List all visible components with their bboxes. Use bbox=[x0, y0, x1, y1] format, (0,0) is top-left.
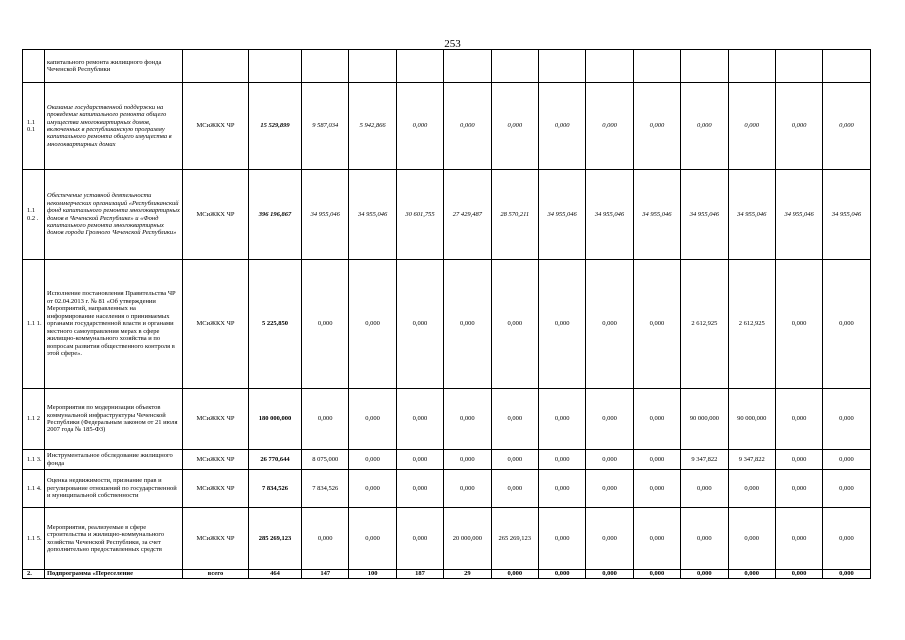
year-value-cell: 0,000 bbox=[349, 389, 396, 450]
year-value-cell: 9 347,822 bbox=[681, 450, 728, 470]
year-value-cell: 0,000 bbox=[491, 450, 538, 470]
year-value-cell: 0,000 bbox=[633, 83, 680, 170]
year-value-cell: 0,000 bbox=[396, 470, 443, 508]
year-value-cell: 0,000 bbox=[681, 570, 728, 579]
year-value-cell: 100 bbox=[349, 570, 396, 579]
row-number-cell: 1.1 4. bbox=[23, 470, 45, 508]
year-value-cell: 0,000 bbox=[586, 470, 633, 508]
activity-name-cell: Оценка недвижимости, признание прав и регулирование отношений по государственной и муниципальной собственности bbox=[45, 470, 183, 508]
year-value-cell: 0,000 bbox=[633, 260, 680, 389]
year-value-cell: 0,000 bbox=[633, 450, 680, 470]
year-value-cell: 90 000,000 bbox=[728, 389, 775, 450]
year-value-cell: 0,000 bbox=[349, 508, 396, 570]
year-value-cell: 0,000 bbox=[302, 260, 349, 389]
year-value-cell: 0,000 bbox=[823, 470, 870, 508]
executor-cell: МСиЖКХ ЧР bbox=[183, 83, 249, 170]
year-value-cell: 0,000 bbox=[302, 508, 349, 570]
year-value-cell: 0,000 bbox=[538, 470, 585, 508]
executor-cell bbox=[183, 50, 249, 83]
row-number-cell: 1.1 3. bbox=[23, 450, 45, 470]
total-amount-cell: 285 269,123 bbox=[249, 508, 302, 570]
total-amount-cell: 15 529,899 bbox=[249, 83, 302, 170]
year-value-cell: 0,000 bbox=[444, 83, 491, 170]
year-value-cell: 0,000 bbox=[538, 450, 585, 470]
year-value-cell bbox=[444, 50, 491, 83]
year-value-cell: 0,000 bbox=[633, 389, 680, 450]
year-value-cell: 0,000 bbox=[491, 389, 538, 450]
year-value-cell: 0,000 bbox=[823, 389, 870, 450]
year-value-cell: 0,000 bbox=[681, 508, 728, 570]
year-value-cell: 0,000 bbox=[491, 260, 538, 389]
year-value-cell: 0,000 bbox=[491, 470, 538, 508]
year-value-cell bbox=[586, 50, 633, 83]
year-value-cell: 0,000 bbox=[586, 389, 633, 450]
year-value-cell: 0,000 bbox=[586, 450, 633, 470]
total-amount-cell: 180 000,000 bbox=[249, 389, 302, 450]
year-value-cell: 0,000 bbox=[775, 570, 822, 579]
year-value-cell: 29 bbox=[444, 570, 491, 579]
activity-name-cell: Мероприятия, реализуемые в сфере строительства и жилищно-коммунального хозяйства Чеченской Республики, за счет дополнительно предоставленных средств bbox=[45, 508, 183, 570]
year-value-cell: 0,000 bbox=[491, 83, 538, 170]
table-row bbox=[23, 389, 871, 450]
year-value-cell: 0,000 bbox=[775, 470, 822, 508]
year-value-cell: 0,000 bbox=[491, 570, 538, 579]
year-value-cell bbox=[538, 50, 585, 83]
year-value-cell: 34 955,046 bbox=[823, 170, 870, 260]
year-value-cell: 0,000 bbox=[633, 508, 680, 570]
year-value-cell: 0,000 bbox=[681, 470, 728, 508]
year-value-cell: 34 955,046 bbox=[728, 170, 775, 260]
executor-cell: МСиЖКХ ЧР bbox=[183, 170, 249, 260]
year-value-cell: 0,000 bbox=[823, 570, 870, 579]
year-value-cell bbox=[728, 50, 775, 83]
table-row bbox=[23, 170, 871, 260]
year-value-cell: 90 000,000 bbox=[681, 389, 728, 450]
row-number-cell: 1.1 5. bbox=[23, 508, 45, 570]
row-number-cell: 1.1 0.2 . bbox=[23, 170, 45, 260]
year-value-cell bbox=[491, 50, 538, 83]
total-amount-cell: 26 770,644 bbox=[249, 450, 302, 470]
year-value-cell bbox=[302, 50, 349, 83]
year-value-cell: 0,000 bbox=[396, 508, 443, 570]
table-row bbox=[23, 470, 871, 508]
year-value-cell: 20 000,000 bbox=[444, 508, 491, 570]
year-value-cell: 7 834,526 bbox=[302, 470, 349, 508]
year-value-cell: 34 955,046 bbox=[302, 170, 349, 260]
year-value-cell: 34 955,046 bbox=[586, 170, 633, 260]
year-value-cell: 0,000 bbox=[823, 450, 870, 470]
year-value-cell: 0,000 bbox=[349, 260, 396, 389]
year-value-cell bbox=[681, 50, 728, 83]
year-value-cell: 187 bbox=[396, 570, 443, 579]
year-value-cell: 0,000 bbox=[823, 260, 870, 389]
year-value-cell: 34 955,046 bbox=[538, 170, 585, 260]
table-row bbox=[23, 450, 871, 470]
executor-cell: МСиЖКХ ЧР bbox=[183, 260, 249, 389]
year-value-cell: 34 955,046 bbox=[775, 170, 822, 260]
activity-name-cell: капитального ремонта жилищного фонда Чеченской Республики bbox=[45, 50, 183, 83]
year-value-cell: 2 612,925 bbox=[728, 260, 775, 389]
year-value-cell: 0,000 bbox=[396, 450, 443, 470]
year-value-cell: 0,000 bbox=[775, 389, 822, 450]
total-amount-cell bbox=[249, 50, 302, 83]
year-value-cell bbox=[396, 50, 443, 83]
year-value-cell: 0,000 bbox=[538, 570, 585, 579]
year-value-cell: 0,000 bbox=[396, 260, 443, 389]
year-value-cell: 0,000 bbox=[538, 508, 585, 570]
year-value-cell: 0,000 bbox=[586, 83, 633, 170]
row-number-cell: 1.1 2 bbox=[23, 389, 45, 450]
row-number-cell: 2. bbox=[23, 570, 45, 579]
executor-cell: МСиЖКХ ЧР bbox=[183, 389, 249, 450]
year-value-cell: 0,000 bbox=[444, 260, 491, 389]
row-number-cell: 1.1 1. bbox=[23, 260, 45, 389]
year-value-cell: 0,000 bbox=[444, 470, 491, 508]
activity-name-cell: Оказание государственной поддержки на проведение капитального ремонта общего имущества многоквартирных домов, включенных в республиканскую программу капитального ремонта общего имущества в многоквартирных домах bbox=[45, 83, 183, 170]
year-value-cell: 9 587,034 bbox=[302, 83, 349, 170]
year-value-cell: 0,000 bbox=[396, 389, 443, 450]
year-value-cell bbox=[775, 50, 822, 83]
year-value-cell: 27 429,487 bbox=[444, 170, 491, 260]
year-value-cell: 5 942,866 bbox=[349, 83, 396, 170]
year-value-cell bbox=[349, 50, 396, 83]
total-amount-cell: 396 196,867 bbox=[249, 170, 302, 260]
year-value-cell: 34 955,046 bbox=[349, 170, 396, 260]
year-value-cell: 0,000 bbox=[538, 260, 585, 389]
activity-name-cell: Подпрограмма «Переселение bbox=[45, 570, 183, 579]
year-value-cell: 0,000 bbox=[775, 83, 822, 170]
table-row bbox=[23, 83, 871, 170]
year-value-cell: 0,000 bbox=[823, 508, 870, 570]
total-amount-cell: 464 bbox=[249, 570, 302, 579]
year-value-cell: 0,000 bbox=[586, 260, 633, 389]
executor-cell: всего bbox=[183, 570, 249, 579]
year-value-cell: 0,000 bbox=[633, 570, 680, 579]
year-value-cell: 0,000 bbox=[349, 470, 396, 508]
year-value-cell: 30 601,755 bbox=[396, 170, 443, 260]
year-value-cell: 34 955,046 bbox=[681, 170, 728, 260]
year-value-cell: 0,000 bbox=[586, 508, 633, 570]
activity-name-cell: Мероприятия по модернизации объектов коммунальной инфраструктуры Чеченской Республики (Федеральным законом от 21 июля 2007 года № 185-ФЗ) bbox=[45, 389, 183, 450]
executor-cell: МСиЖКХ ЧР bbox=[183, 450, 249, 470]
year-value-cell: 0,000 bbox=[728, 83, 775, 170]
year-value-cell: 0,000 bbox=[302, 389, 349, 450]
year-value-cell: 147 bbox=[302, 570, 349, 579]
total-amount-cell: 5 225,850 bbox=[249, 260, 302, 389]
executor-cell: МСиЖКХ ЧР bbox=[183, 508, 249, 570]
year-value-cell: 0,000 bbox=[349, 450, 396, 470]
year-value-cell: 9 347,822 bbox=[728, 450, 775, 470]
year-value-cell: 0,000 bbox=[775, 260, 822, 389]
total-amount-cell: 7 834,526 bbox=[249, 470, 302, 508]
year-value-cell: 0,000 bbox=[728, 470, 775, 508]
year-value-cell: 0,000 bbox=[775, 508, 822, 570]
table-row bbox=[23, 50, 871, 83]
row-number-cell bbox=[23, 50, 45, 83]
year-value-cell: 0,000 bbox=[823, 83, 870, 170]
year-value-cell: 0,000 bbox=[586, 570, 633, 579]
year-value-cell: 0,000 bbox=[538, 389, 585, 450]
page-number: 253 bbox=[444, 38, 461, 50]
activity-name-cell: Исполнение постановления Правительства ЧР от 02.04.2013 г. № 81 «Об утверждении Мероприятий, направленных на информирование населения о принимаемых органами государственной власти и органами местного самоуправления мерах в сфере жилищно-коммунального хозяйства и по вопросам развития общественного контроля в этой сфере». bbox=[45, 260, 183, 389]
year-value-cell: 0,000 bbox=[633, 470, 680, 508]
activity-name-cell: Инструментальное обследование жилищного фонда bbox=[45, 450, 183, 470]
year-value-cell: 0,000 bbox=[538, 83, 585, 170]
activity-name-cell: Обеспечение уставной деятельности некоммерческих организаций «Республиканский фонд капитального ремонта многоквартирных домов в Чеченской Республике» и «Фонд капитального ремонта многоквартирных домов города Грозного Чеченской Республики» bbox=[45, 170, 183, 260]
year-value-cell: 28 570,211 bbox=[491, 170, 538, 260]
year-value-cell bbox=[633, 50, 680, 83]
year-value-cell: 0,000 bbox=[775, 450, 822, 470]
table-row bbox=[23, 260, 871, 389]
row-number-cell: 1.1 0.1 bbox=[23, 83, 45, 170]
year-value-cell: 2 612,925 bbox=[681, 260, 728, 389]
year-value-cell: 34 955,046 bbox=[633, 170, 680, 260]
table-row bbox=[23, 570, 871, 579]
year-value-cell: 265 269,123 bbox=[491, 508, 538, 570]
budget-table bbox=[22, 49, 871, 579]
year-value-cell: 0,000 bbox=[681, 83, 728, 170]
year-value-cell: 0,000 bbox=[396, 83, 443, 170]
year-value-cell: 0,000 bbox=[728, 570, 775, 579]
year-value-cell: 0,000 bbox=[444, 450, 491, 470]
year-value-cell: 8 075,000 bbox=[302, 450, 349, 470]
table-row bbox=[23, 508, 871, 570]
year-value-cell: 0,000 bbox=[444, 389, 491, 450]
executor-cell: МСиЖКХ ЧР bbox=[183, 470, 249, 508]
year-value-cell bbox=[823, 50, 870, 83]
year-value-cell: 0,000 bbox=[728, 508, 775, 570]
